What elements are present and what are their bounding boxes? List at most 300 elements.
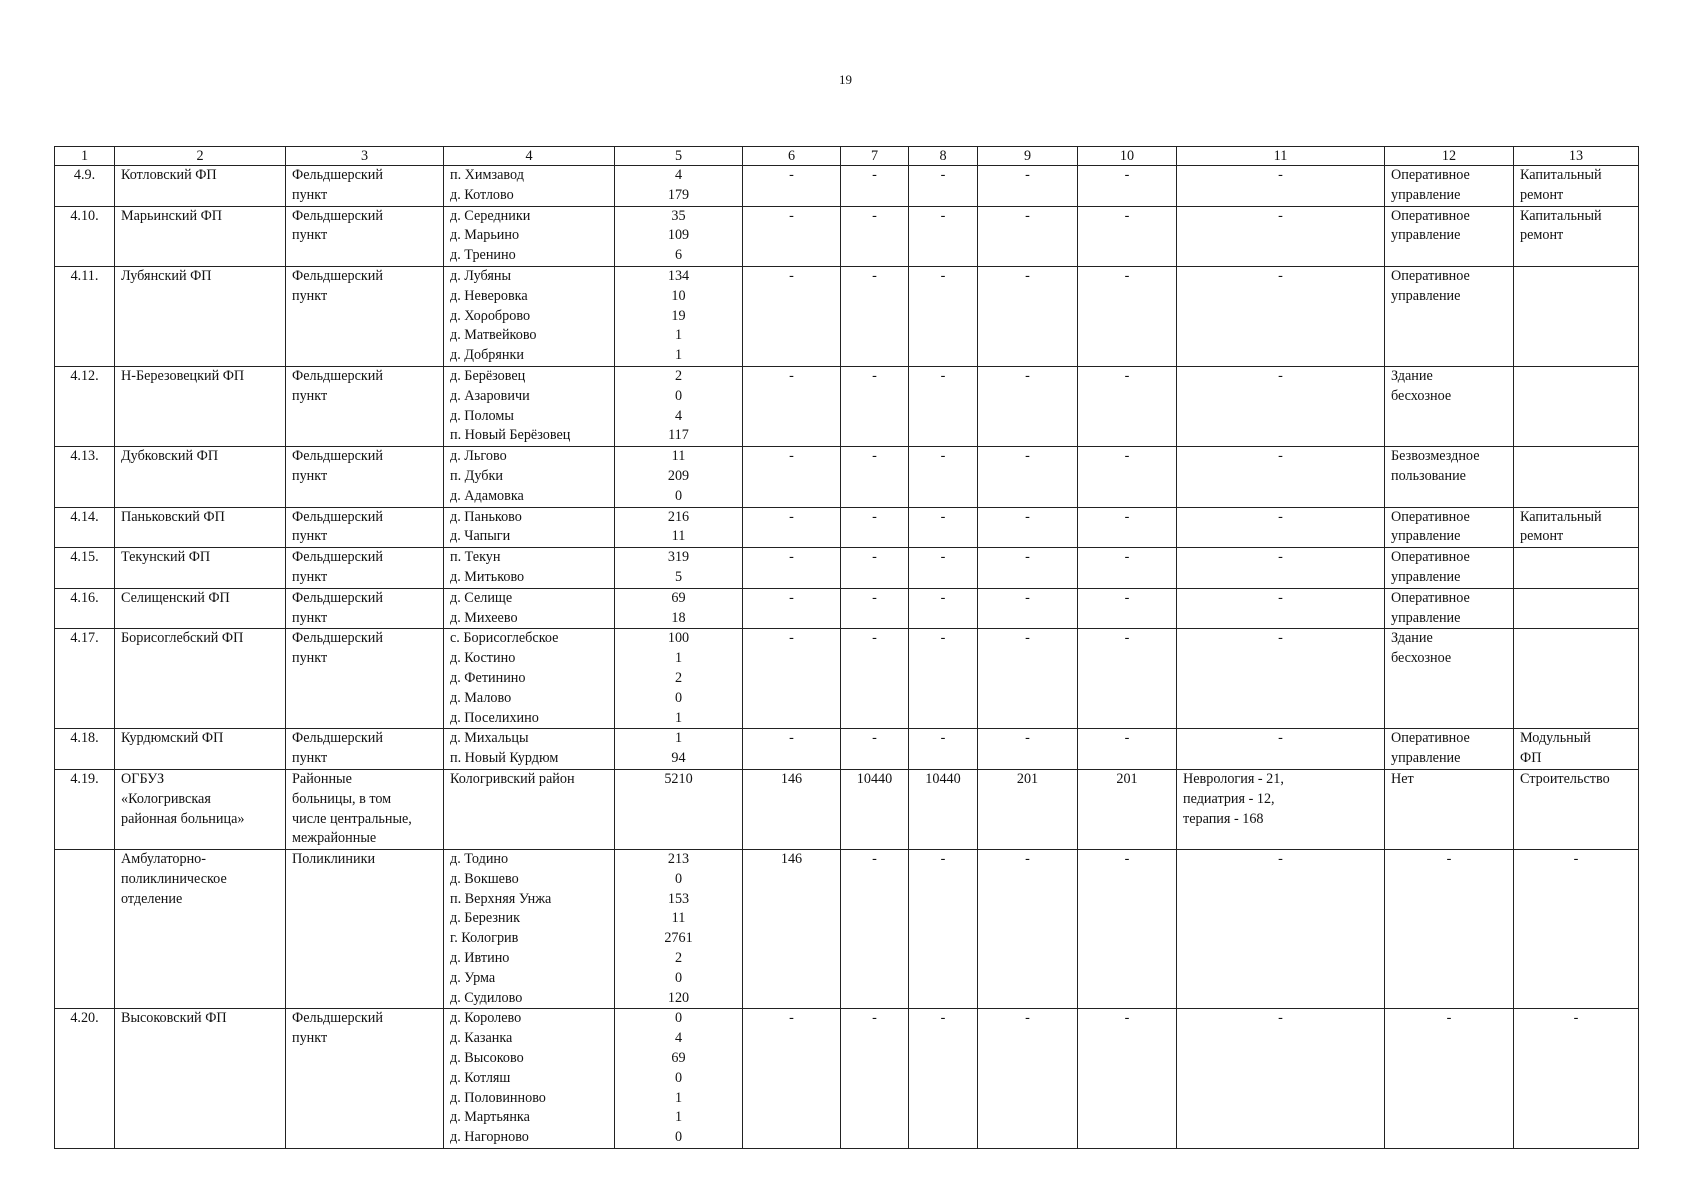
c9-cell	[978, 850, 1078, 1009]
settlement-item: д. Берёзовец	[450, 367, 526, 384]
settlement-item: д. Судилово	[450, 989, 523, 1006]
c10-cell	[1078, 366, 1177, 446]
column-header: 13	[1514, 147, 1639, 166]
c6-cell	[743, 1009, 841, 1149]
management-form-line: Оперативное	[1391, 730, 1470, 747]
settlement-item: д. Тренино	[450, 247, 516, 264]
management-form-cell	[1385, 166, 1514, 207]
management-form-line: управление	[1391, 528, 1461, 545]
c8-cell	[909, 629, 978, 729]
c8-cell	[909, 166, 978, 207]
row-number-cell	[55, 447, 115, 507]
settlement-item: д. Фетинино	[450, 669, 526, 686]
population-value: 1	[674, 1089, 683, 1106]
facility-type-cell	[286, 447, 444, 507]
facility-name-line: отделение	[121, 890, 183, 907]
population-value: 2	[674, 669, 683, 686]
c7-cell	[841, 769, 909, 849]
facility-type-line: Фельдшерский	[292, 267, 383, 284]
cell-text: -	[940, 630, 946, 647]
c6-cell	[743, 447, 841, 507]
facility-type-cell	[286, 507, 444, 548]
population-value: 10	[671, 287, 686, 304]
settlement-item: п. Новый Берёзовец	[450, 427, 571, 444]
c8-cell	[909, 729, 978, 770]
cell-text: -	[1278, 167, 1283, 183]
c7-cell	[841, 729, 909, 770]
management-form-line: Оперативное	[1391, 508, 1470, 525]
table-row	[55, 166, 1639, 207]
population-value: 0	[674, 387, 683, 404]
c8-cell	[909, 769, 978, 849]
management-form-line: Оперативное	[1391, 267, 1470, 284]
c11-cell	[1177, 507, 1385, 548]
population-cell	[615, 850, 743, 1009]
management-form-line: управление	[1391, 227, 1461, 244]
facility-name-line: Котловский ФП	[121, 167, 217, 183]
population-cell	[615, 206, 743, 266]
row-number-cell	[55, 206, 115, 266]
c10-cell	[1078, 729, 1177, 770]
c9-cell	[978, 729, 1078, 770]
c6-cell	[743, 588, 841, 629]
settlements-cell	[444, 166, 615, 207]
management-form-line: -	[1446, 851, 1452, 868]
c7-cell	[841, 266, 909, 366]
facility-name-line: Амбулаторно-	[121, 851, 206, 868]
cell-text: -	[872, 167, 877, 183]
population-value: 0	[674, 1129, 683, 1146]
management-form-line: Здание	[1391, 367, 1433, 384]
cell-text: 4.12.	[70, 367, 99, 384]
table-row	[55, 769, 1639, 849]
cell-text: -	[789, 630, 794, 647]
facility-type-line: пункт	[292, 750, 328, 767]
population-value: 1	[674, 1109, 683, 1126]
table-row	[55, 629, 1639, 729]
page-number: 19	[839, 72, 852, 87]
c6-cell	[743, 729, 841, 770]
table-row	[55, 548, 1639, 589]
planned-action-cell	[1514, 1009, 1639, 1149]
management-form-line: Здание	[1391, 630, 1433, 647]
settlement-item: д. Михальцы	[450, 730, 529, 747]
facility-type-line: Районные	[292, 770, 352, 787]
cell-text: -	[872, 730, 877, 747]
population-value: 134	[667, 267, 690, 284]
c8-cell	[909, 548, 978, 589]
cell-text: -	[1025, 367, 1030, 384]
facility-name-line: Борисоглебский ФП	[121, 630, 244, 647]
facility-name-cell	[115, 507, 286, 548]
settlements-cell	[444, 1009, 615, 1149]
population-value: 120	[667, 989, 690, 1006]
facility-name-cell	[115, 629, 286, 729]
facility-type-line: пункт	[292, 1030, 328, 1047]
population-value: 1	[674, 327, 683, 344]
row-number-cell	[55, 588, 115, 629]
management-form-cell	[1385, 366, 1514, 446]
cell-text: -	[789, 207, 794, 224]
management-form-cell	[1385, 206, 1514, 266]
c10-cell	[1078, 629, 1177, 729]
c7-cell	[841, 166, 909, 207]
facility-type-line: пункт	[292, 186, 328, 203]
planned-action-line: Строительство	[1520, 770, 1610, 787]
cell-text: -	[1025, 730, 1030, 747]
cell-text: -	[1025, 549, 1030, 566]
cell-text: -	[1124, 448, 1130, 465]
column-header: 12	[1385, 147, 1514, 166]
population-cell	[615, 266, 743, 366]
facility-type-cell	[286, 769, 444, 849]
settlement-item: д. Добрянки	[450, 347, 524, 364]
c7-cell	[841, 629, 909, 729]
settlements-cell	[444, 629, 615, 729]
management-form-line: управление	[1391, 750, 1461, 767]
facility-type-cell	[286, 1009, 444, 1149]
c9-cell	[978, 206, 1078, 266]
population-value: 1	[674, 709, 683, 726]
facility-type-line: Фельдшерский	[292, 589, 383, 606]
planned-action-cell	[1514, 729, 1639, 770]
population-cell	[615, 166, 743, 207]
cell-text: -	[940, 730, 946, 747]
population-value: 100	[667, 630, 690, 647]
cell-text: -	[1124, 630, 1130, 647]
management-form-cell	[1385, 769, 1514, 849]
settlement-item: д. Хоροброво	[450, 307, 531, 324]
population-value: 213	[667, 851, 690, 868]
settlement-item: д. Котляш	[450, 1069, 511, 1086]
settlement-item: д. Малово	[450, 689, 512, 706]
planned-action-line: Капитальный	[1520, 508, 1602, 525]
c6-cell	[743, 206, 841, 266]
facility-name-line: «Кологривская	[121, 790, 211, 807]
c10-cell	[1078, 166, 1177, 207]
settlement-item: д. Королево	[450, 1010, 522, 1027]
c9-cell	[978, 266, 1078, 366]
cell-text: 4.19.	[70, 770, 99, 787]
population-cell	[615, 447, 743, 507]
facility-name-cell	[115, 206, 286, 266]
column-header: 8	[909, 147, 978, 166]
row-number-cell	[55, 629, 115, 729]
settlement-item: д. Костино	[450, 650, 516, 667]
facility-name-line: районная больница»	[121, 810, 245, 827]
table-row	[55, 366, 1639, 446]
cell-text: -	[1278, 549, 1283, 566]
row-number-cell	[55, 548, 115, 589]
planned-action-cell	[1514, 588, 1639, 629]
settlement-item: д. Березник	[450, 910, 521, 927]
cell-text: -	[1025, 267, 1030, 284]
cell-text: -	[789, 367, 794, 384]
facility-type-line: Фельдшерский	[292, 1010, 383, 1027]
population-value: 153	[667, 890, 690, 907]
cell-text: 4.16.	[70, 589, 99, 606]
population-value: 2	[674, 367, 683, 384]
population-value: 4	[674, 1030, 683, 1047]
cell-text: -	[940, 448, 946, 465]
settlement-item: д. Высоково	[450, 1050, 524, 1067]
facility-name-line: поликлиническое	[121, 870, 227, 887]
cell-text: -	[1278, 730, 1283, 747]
c8-cell	[909, 1009, 978, 1149]
management-form-cell	[1385, 729, 1514, 770]
cell-text: -	[872, 207, 877, 224]
c11-line: терапия - 168	[1183, 810, 1264, 827]
c11-cell	[1177, 206, 1385, 266]
cell-text: -	[1278, 630, 1283, 647]
settlement-item: д. Паньково	[450, 508, 522, 525]
facility-type-cell	[286, 266, 444, 366]
planned-action-cell	[1514, 266, 1639, 366]
settlement-item: п. Химзавод	[450, 167, 524, 183]
planned-action-cell	[1514, 548, 1639, 589]
cell-text: -	[1025, 167, 1030, 183]
cell-text: -	[1278, 448, 1283, 465]
c6-cell	[743, 629, 841, 729]
settlement-item: д. Льгово	[450, 448, 507, 465]
c8-cell	[909, 447, 978, 507]
settlements-cell	[444, 206, 615, 266]
c10-cell	[1078, 1009, 1177, 1149]
cell-text: -	[1025, 589, 1030, 606]
settlement-item: д. Лубяны	[450, 267, 512, 284]
population-cell	[615, 629, 743, 729]
facility-name-line: ОГБУЗ	[121, 770, 165, 787]
management-form-line: управление	[1391, 568, 1461, 585]
population-value: 11	[671, 448, 686, 465]
population-cell	[615, 769, 743, 849]
facility-type-line: Фельдшерский	[292, 630, 383, 647]
facility-name-line: Дубковский ФП	[121, 448, 219, 465]
cell-text	[61, 850, 108, 870]
settlement-item: д. Митьково	[450, 568, 525, 585]
facility-name-cell	[115, 447, 286, 507]
facility-type-line: пункт	[292, 528, 328, 545]
population-cell	[615, 729, 743, 770]
population-value: 0	[674, 487, 683, 504]
c11-line: педиатрия - 12,	[1183, 790, 1275, 807]
facility-type-line: пункт	[292, 387, 328, 404]
column-header: 9	[978, 147, 1078, 166]
facility-type-line: Фельдшерский	[292, 508, 383, 525]
cell-text: -	[789, 167, 794, 183]
planned-action-cell	[1514, 166, 1639, 207]
row-number-cell	[55, 507, 115, 548]
c9-cell	[978, 588, 1078, 629]
cell-text: -	[1278, 207, 1283, 224]
cell-text: -	[1278, 267, 1283, 284]
cell-text: -	[1278, 508, 1283, 525]
facility-type-line: пункт	[292, 467, 328, 484]
facility-name-line: Высоковский ФП	[121, 1010, 227, 1027]
population-cell	[615, 548, 743, 589]
cell-text: -	[940, 267, 946, 284]
population-value: 117	[668, 427, 689, 444]
c10-cell	[1078, 206, 1177, 266]
cell-text: -	[789, 448, 794, 465]
facility-type-line: Фельдшерский	[292, 367, 383, 384]
c11-cell	[1177, 266, 1385, 366]
cell-text: -	[789, 549, 794, 566]
planned-action-line: Капитальный	[1520, 167, 1602, 183]
population-value: 18	[671, 609, 686, 626]
cell-text: 4.13.	[70, 448, 99, 465]
row-number-cell	[55, 729, 115, 770]
cell-text: 201	[1016, 770, 1039, 787]
facility-name-cell	[115, 769, 286, 849]
table-row	[55, 206, 1639, 266]
settlements-cell	[444, 588, 615, 629]
facility-type-cell	[286, 548, 444, 589]
settlement-item: Кологривский район	[450, 770, 575, 787]
cell-text: -	[1124, 589, 1130, 606]
cell-text: -	[1124, 1010, 1130, 1027]
cell-text: -	[1278, 589, 1283, 606]
cell-text: 4.14.	[70, 508, 99, 525]
cell-text: -	[940, 549, 946, 566]
c7-cell	[841, 447, 909, 507]
facility-type-line: Фельдшерский	[292, 167, 383, 183]
population-cell	[615, 507, 743, 548]
cell-text: 4.20.	[70, 1010, 99, 1027]
facility-type-cell	[286, 729, 444, 770]
cell-text: -	[872, 851, 877, 868]
population-value: 179	[667, 186, 690, 203]
population-cell	[615, 588, 743, 629]
settlement-item: д. Марьино	[450, 227, 520, 244]
population-value: 319	[667, 549, 690, 566]
cell-text: -	[872, 549, 877, 566]
c11-cell	[1177, 588, 1385, 629]
planned-action-line: ремонт	[1520, 227, 1564, 244]
c6-cell	[743, 769, 841, 849]
population-value: 109	[667, 227, 690, 244]
management-form-cell	[1385, 447, 1514, 507]
table-row	[55, 266, 1639, 366]
settlement-item: д. Селище	[450, 589, 513, 606]
facility-type-line: пункт	[292, 568, 328, 585]
planned-action-cell	[1514, 629, 1639, 729]
facility-name-line: Лубянский ФП	[121, 267, 212, 284]
cell-text: -	[1025, 851, 1030, 868]
facility-type-line: Фельдшерский	[292, 730, 383, 747]
facility-name-cell	[115, 1009, 286, 1149]
cell-text: -	[872, 1010, 877, 1027]
facility-name-line: Марьинский ФП	[121, 207, 223, 224]
planned-action-line: ФП	[1520, 750, 1542, 767]
c11-cell	[1177, 166, 1385, 207]
population-value: 69	[671, 1050, 686, 1067]
population-value: 4	[674, 167, 683, 183]
c10-cell	[1078, 548, 1177, 589]
cell-text: -	[1025, 207, 1030, 224]
c7-cell	[841, 366, 909, 446]
cell-text: 4.9.	[73, 167, 96, 183]
facility-name-cell	[115, 166, 286, 207]
management-form-line: управление	[1391, 287, 1461, 304]
settlement-item: д. Казанка	[450, 1030, 513, 1047]
cell-text: -	[789, 730, 794, 747]
settlement-item: д. Нагорново	[450, 1129, 529, 1146]
column-header: 3	[286, 147, 444, 166]
management-form-cell	[1385, 266, 1514, 366]
settlement-item: д. Тодино	[450, 851, 509, 868]
settlement-item: д. Михеево	[450, 609, 518, 626]
cell-text: 4.11.	[70, 267, 99, 284]
cell-text: -	[1124, 367, 1130, 384]
column-header: 5	[615, 147, 743, 166]
cell-text: -	[940, 589, 946, 606]
management-form-line: управление	[1391, 609, 1461, 626]
c10-cell	[1078, 447, 1177, 507]
cell-text: -	[872, 630, 877, 647]
row-number-cell	[55, 769, 115, 849]
settlement-item: п. Новый Курдюм	[450, 750, 559, 767]
population-value: 0	[674, 969, 683, 986]
table-row	[55, 447, 1639, 507]
settlement-item: д. Ивтино	[450, 950, 510, 967]
facility-type-line: больницы, в том	[292, 790, 392, 807]
facility-name-cell	[115, 266, 286, 366]
settlement-item: п. Дубки	[450, 467, 503, 484]
management-form-cell	[1385, 548, 1514, 589]
settlements-cell	[444, 266, 615, 366]
settlement-item: д. Котлово	[450, 186, 514, 203]
facility-type-line: пункт	[292, 227, 328, 244]
table-row	[55, 1009, 1639, 1149]
facility-type-cell	[286, 850, 444, 1009]
c6-cell	[743, 266, 841, 366]
facility-name-line: Н-Березовецкий ФП	[121, 367, 245, 384]
settlements-cell	[444, 507, 615, 548]
c11-cell	[1177, 769, 1385, 849]
facility-name-cell	[115, 548, 286, 589]
planned-action-line: -	[1573, 1010, 1579, 1027]
cell-text: -	[872, 367, 877, 384]
cell-text: -	[1278, 851, 1283, 868]
table-row	[55, 850, 1639, 1009]
settlement-item: с. Борисоглебское	[450, 630, 559, 647]
settlement-item: д. Чапыги	[450, 528, 511, 545]
c7-cell	[841, 1009, 909, 1149]
population-value: 1	[674, 730, 683, 747]
cell-text: -	[1025, 508, 1030, 525]
c7-cell	[841, 588, 909, 629]
cell-text: -	[1278, 1010, 1283, 1027]
c10-cell	[1078, 850, 1177, 1009]
facility-name-line: Курдюмский ФП	[121, 730, 224, 747]
c10-cell	[1078, 769, 1177, 849]
c6-cell	[743, 507, 841, 548]
facility-type-line: Фельдшерский	[292, 549, 383, 566]
cell-text: -	[1025, 1010, 1030, 1027]
c11-line: Неврология - 21,	[1183, 770, 1284, 787]
row-number-cell	[55, 366, 115, 446]
column-header: 4	[444, 147, 615, 166]
management-form-line: Оперативное	[1391, 207, 1470, 224]
cell-text: -	[1124, 730, 1130, 747]
c8-cell	[909, 588, 978, 629]
c8-cell	[909, 206, 978, 266]
cell-text: 4.10.	[70, 207, 99, 224]
c10-cell	[1078, 507, 1177, 548]
management-form-line: -	[1446, 1010, 1452, 1027]
population-value: 209	[667, 467, 690, 484]
